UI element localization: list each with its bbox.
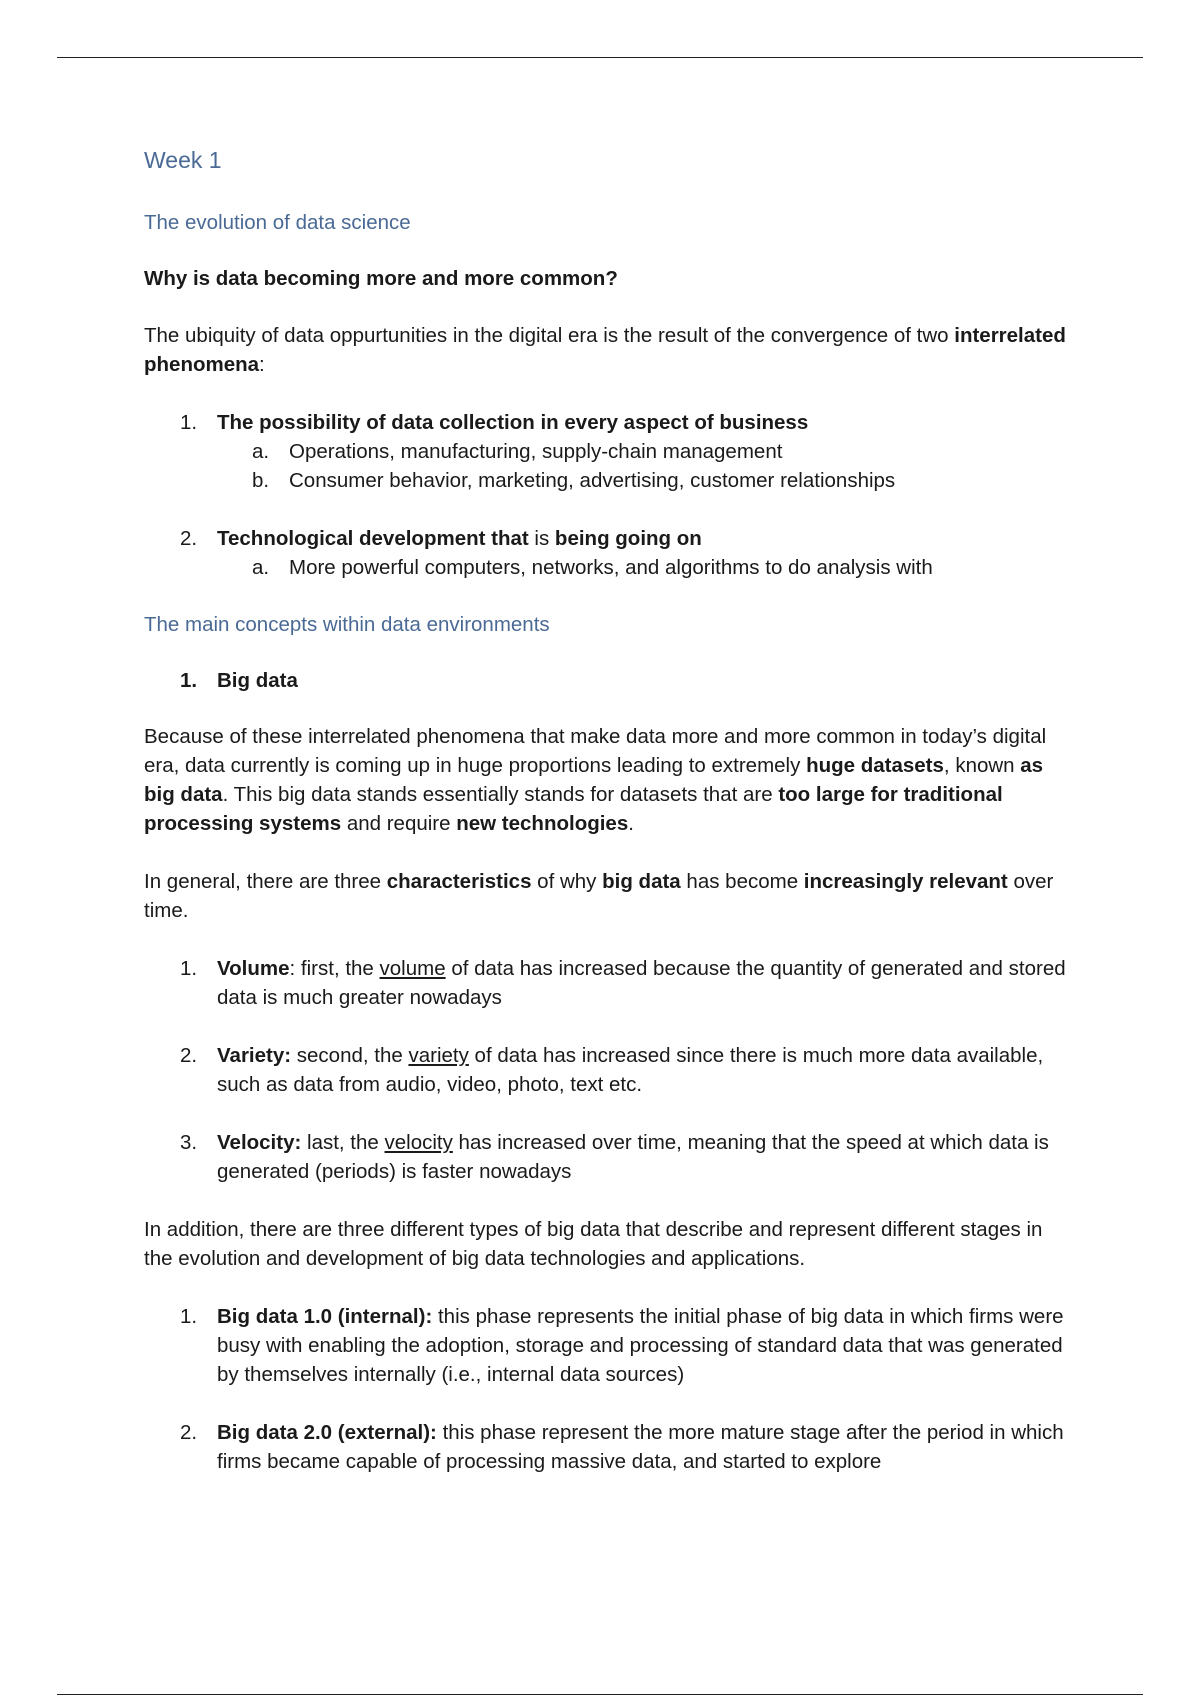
list-item: 1. The possibility of data collection in every aspect of business [180,411,809,434]
list-item: 2. Big data 2.0 (external): this phase represent the more mature stage after the period in which firms became capable of processing massive data, and started to explore [180,1421,1064,1473]
sub-list-item: a. More powerful computers, networks, and algorithms to do analysis with [252,556,933,579]
types-paragraph: In addition, there are three different types of big data that describe and represent different stages in the evolution and development of big data technologies and applications. [144,1218,1043,1270]
list-item: 2. Variety: second, the variety of data has increased since there is much more data available, such as data from audio, video, photo, text etc. [180,1044,1044,1096]
list-item: 3. Velocity: last, the velocity has increased over time, meaning that the speed at which data is generated (periods) is faster nowadays [180,1131,1049,1183]
types-list [144,1302,1074,1476]
characteristics-paragraph: In general, there are three characteristics of why big data has become increasingly relevant over time. [144,870,1054,922]
phenomena-list-2 [144,524,1074,582]
big-data-paragraph: Because of these interrelated phenomena that make data more and more common in today’s digital era, data currently is coming up in huge proportions leading to extremely huge datasets, known as big data. This big data stands essentially stands for datasets that are too large for traditional processing systems and require new technologies. [144,725,1047,835]
question-heading: Why is data becoming more and more common? [144,267,618,290]
intro-paragraph: The ubiquity of data oppurtunities in the digital era is the result of the convergence of two interrelated phenomena: [144,324,1066,376]
section-heading-evolution: The evolution of data science [144,211,411,234]
sub-list-item: b. Consumer behavior, marketing, advertising, customer relationships [252,469,896,492]
header-rule [57,57,1143,58]
page-title: Week 1 [144,147,222,173]
footer-rule [57,1694,1143,1695]
list-item: 2. Technological development that is being going on [180,527,702,550]
list-item: 1. Big data 1.0 (internal): this phase represents the initial phase of big data in which firms were busy with enabling the adoption, storage and processing of standard data that was generated by themselves internally (i.e., internal data sources) [180,1305,1064,1386]
section-heading-concepts: The main concepts within data environments [144,613,550,636]
phenomena-list [144,408,1074,495]
characteristics-list [144,954,1074,1186]
list-item: 1. Volume: first, the volume of data has increased because the quantity of generated and stored data is much greater nowadays [180,957,1066,1009]
concepts-list [144,666,1074,695]
sub-list-item: a. Operations, manufacturing, supply-chain management [252,440,783,463]
document-page [144,145,1074,1505]
list-item: 1. Big data [180,669,298,692]
